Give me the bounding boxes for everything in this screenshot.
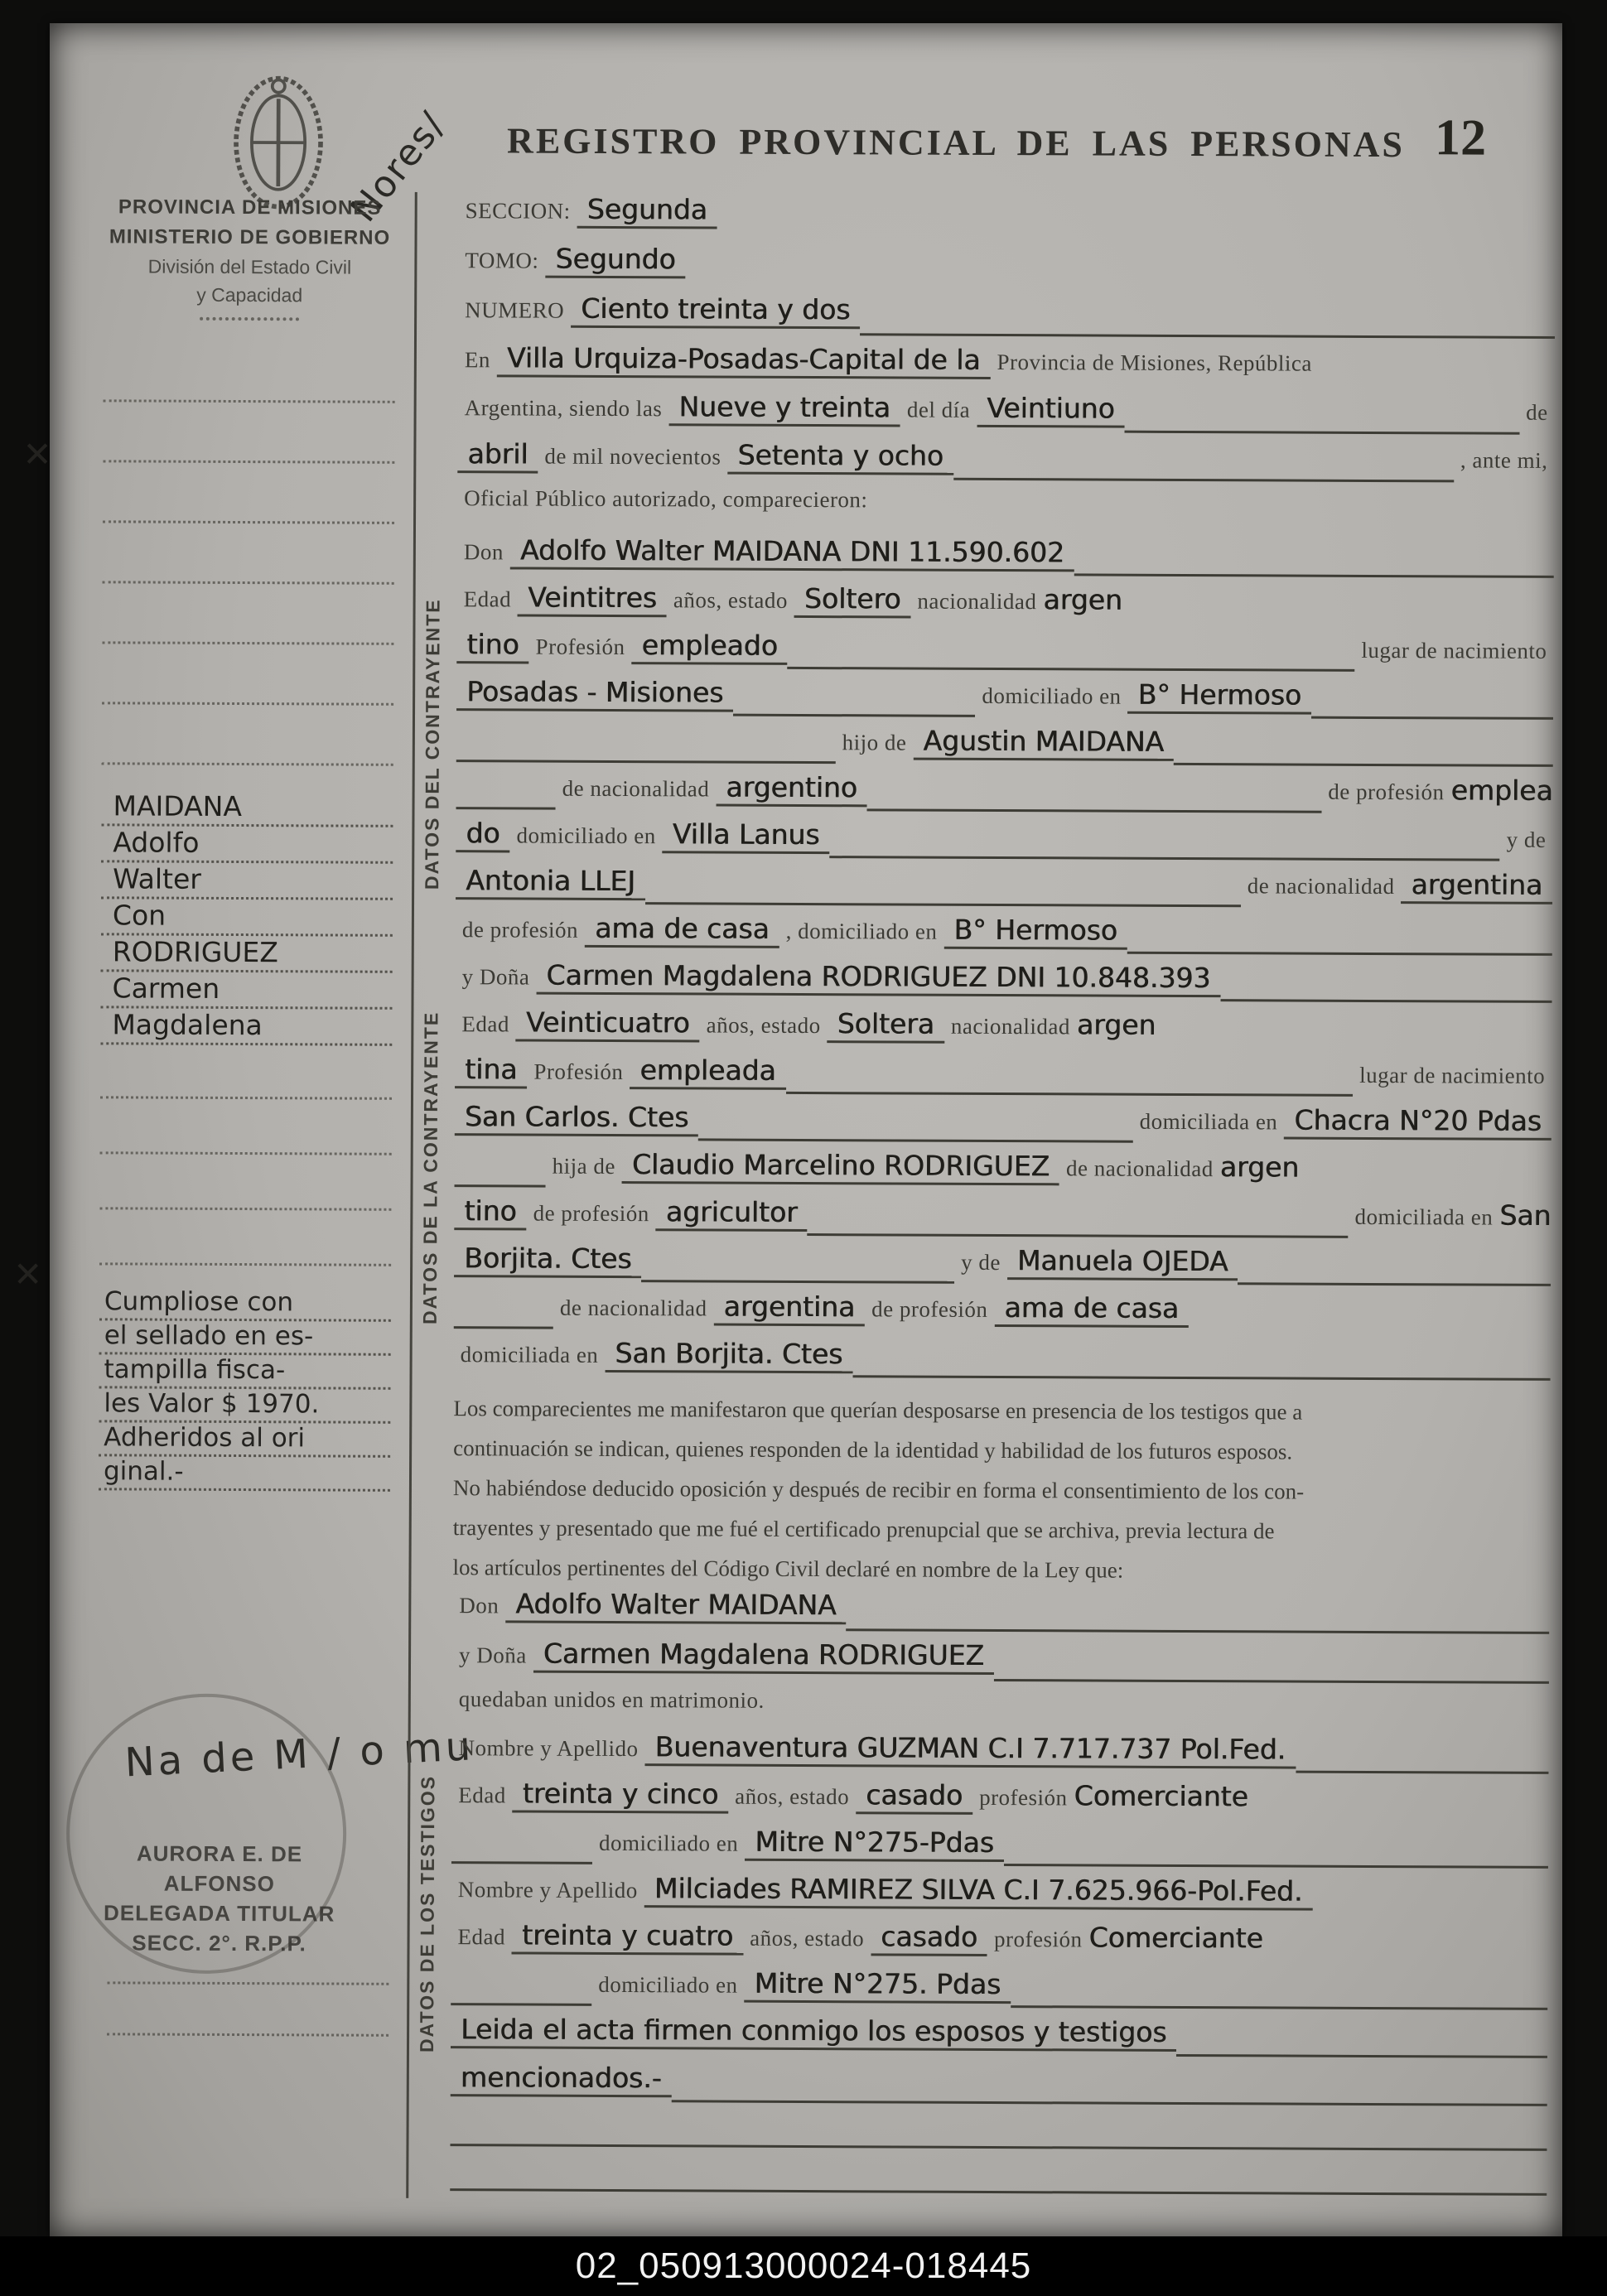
- left-margin-column: [99, 192, 396, 1492]
- mother-domicilio-value: San Borjita. Ctes: [605, 1337, 852, 1373]
- bride-birthplace-row: [413, 1100, 1558, 1152]
- rule: [1238, 1282, 1551, 1286]
- rule: [994, 1679, 1549, 1684]
- rule: [1074, 573, 1554, 578]
- section-label-bride: DATOS DE LA CONTRAYENTE: [418, 1011, 442, 1325]
- intro-line-3: [416, 437, 1561, 490]
- province-name: PROVINCIA DE MISIONES: [118, 195, 382, 219]
- label-en: En: [464, 347, 490, 373]
- margin-index-surname-groom: MAIDANA: [101, 789, 393, 827]
- stamp-duty-note-line: Cumpliose con: [99, 1286, 391, 1322]
- bride-estado-value: Soltera: [828, 1007, 945, 1044]
- bride-nacionalidad-cont: tina: [455, 1053, 527, 1088]
- witness1-name-value: Buenaventura GUZMAN C.I 7.717.737 Pol.Fed.: [644, 1730, 1296, 1768]
- rule: [1296, 1771, 1548, 1774]
- nacionalidad-label: de nacionalidad: [1247, 873, 1395, 900]
- ministry-name: MINISTERIO DE GOBIERNO: [109, 225, 391, 249]
- rule: [454, 1326, 553, 1329]
- printed-text: Oficial Público autorizado, comparecieron:: [464, 485, 868, 513]
- domicilio-label: domiciliada en: [1139, 1108, 1278, 1135]
- rule: [451, 2003, 591, 2006]
- archive-reference-code: 02_050913000024-018445: [575, 2245, 1032, 2286]
- bride-nacionalidad-part: argen: [1076, 1008, 1156, 1041]
- domicilio-label: domiciliado en: [599, 1830, 739, 1856]
- witness1-name-row: [410, 1729, 1555, 1782]
- groom-father-value: Agustin MAIDANA: [913, 725, 1174, 761]
- tomo-label: TOMO:: [465, 248, 539, 273]
- bride-name-row: [413, 958, 1558, 1011]
- empty-rule-row: [408, 2109, 1553, 2159]
- signature-scrawl: Na de M ∕ o mu: [123, 1723, 475, 1787]
- groom-name-row: [416, 533, 1561, 586]
- bride-profession-row: [413, 1053, 1558, 1105]
- witness2-age-value: treinta y cuatro: [512, 1918, 743, 1955]
- empty-rule-row: [408, 2154, 1553, 2203]
- dona-label: y Doña: [461, 964, 530, 990]
- rule: [1311, 716, 1553, 720]
- witness2-domicilio-value: Mitre N°275. Pdas: [744, 1967, 1011, 2004]
- rule: [860, 333, 1555, 339]
- declaration-line: No habiéndose deducido oposición y después de recibir en forma el consentimiento de los con-: [452, 1475, 1305, 1504]
- father-domicilio-cont: Borjita. Ctes: [454, 1242, 642, 1278]
- dotted-line: [100, 1044, 392, 1100]
- year-value: Setenta y ocho: [727, 439, 953, 475]
- witness2-estado-value: casado: [871, 1920, 987, 1956]
- numero-label: NUMERO: [465, 297, 565, 323]
- rule: [733, 714, 975, 717]
- domicilio-label: , domiciliado en: [785, 918, 938, 944]
- margin-index-name: Walter: [101, 862, 393, 900]
- bride-father-row: [413, 1147, 1557, 1199]
- rule: [451, 1861, 592, 1864]
- bride-age-value: Veinticuatro: [516, 1006, 700, 1042]
- estado-label: años, estado: [673, 587, 788, 613]
- profesion-label: de profesión: [871, 1296, 988, 1322]
- hija-de-label: hija de: [552, 1153, 615, 1179]
- father-profesion-part: emplea: [1450, 774, 1553, 807]
- witness1-domicile-row: [410, 1824, 1555, 1876]
- estado-label: años, estado: [735, 1783, 850, 1810]
- rule: [698, 1138, 1132, 1142]
- bride-birthplace-value: San Carlos. Ctes: [455, 1100, 699, 1136]
- tomo-value: Segundo: [545, 243, 685, 279]
- edad-label: Edad: [458, 1782, 506, 1808]
- coat-of-arms-stamp: [229, 70, 329, 212]
- certificate-page: [12, 23, 1562, 2238]
- father-domicilio-value: Villa Lanus: [663, 818, 830, 854]
- declaration-line: trayentes y presentado que me fué el certificado prenupcial que se archiva, previa lectura de: [452, 1515, 1275, 1544]
- month-value: abril: [457, 437, 538, 473]
- declaration-paragraph: [411, 1383, 1556, 1592]
- groom-nacionalidad-cont: tino: [456, 628, 528, 663]
- vow-bride-name: Carmen Magdalena RODRIGUEZ: [533, 1638, 994, 1675]
- witness1-domicilio-value: Mitre N°275-Pdas: [745, 1826, 1004, 1862]
- nacionalidad-label: de nacionalidad: [559, 1295, 707, 1321]
- closing-text: mencionados.-: [451, 2061, 672, 2097]
- witness2-name-row: [410, 1871, 1555, 1923]
- tomo-row: [417, 242, 1561, 297]
- dotted-line: [103, 523, 394, 585]
- groom-mother-row: [414, 864, 1559, 916]
- seccion-value: Segunda: [577, 193, 717, 229]
- witness1-profesion-value: Comerciante: [1074, 1779, 1248, 1813]
- union-statement: quedaban unidos en matrimonio.: [458, 1686, 765, 1713]
- stitch-mark: ✕: [22, 433, 52, 475]
- groom-birthplace-value: Posadas - Misiones: [456, 675, 733, 711]
- witness1-age-row: [410, 1777, 1555, 1829]
- bride-domicilio-value: Chacra N°20 Pdas: [1284, 1104, 1552, 1141]
- rule: [867, 808, 1321, 813]
- printed-text: de: [1526, 399, 1548, 425]
- lugar-label: lugar de nacimiento: [1359, 1062, 1546, 1088]
- profesion-label: de profesión: [461, 917, 579, 943]
- rule: [953, 478, 1454, 483]
- rule: [671, 2100, 1547, 2106]
- scan-caption-bar: [0, 2236, 1607, 2296]
- vow-groom-row: [411, 1587, 1556, 1642]
- time-value: Nueve y treinta: [668, 390, 900, 427]
- edad-label: Edad: [457, 1924, 506, 1950]
- dona-label: y Doña: [459, 1642, 527, 1668]
- profesion-label: profesión: [993, 1927, 1083, 1952]
- rule: [450, 2144, 1547, 2151]
- bride-father-domicile-row: [413, 1242, 1557, 1294]
- numero-value: Ciento treinta y dos: [571, 292, 860, 330]
- groom-profesion-value: empleado: [632, 629, 788, 665]
- form-body: [406, 192, 1562, 2203]
- dotted-line: [104, 343, 395, 403]
- intro-line-4: [416, 485, 1561, 538]
- stamp-official-role: DELEGADA TITULAR: [103, 1900, 335, 1927]
- issuing-authority: [104, 192, 396, 321]
- division-line2: y Capacidad: [196, 283, 303, 306]
- groom-birthplace-row: [415, 675, 1560, 727]
- domicilio-label: domiciliada en: [460, 1342, 599, 1367]
- dotted-line: [107, 1981, 388, 1985]
- witness2-name-value: Milciades RAMIREZ SILVA C.I 7.625.966-Pol.Fed.: [644, 1872, 1313, 1911]
- father-nacionalidad-part: argen: [1219, 1150, 1300, 1184]
- y-de-label: y de: [1506, 827, 1547, 852]
- mother-nacionalidad-value: argentina: [713, 1290, 865, 1327]
- rule: [641, 1280, 954, 1284]
- section-label-witnesses: DATOS DE LOS TESTIGOS: [415, 1774, 439, 2052]
- bride-name-value: Carmen Magdalena RODRIGUEZ DNI 10.848.393: [536, 959, 1220, 998]
- printed-text: Argentina, siendo las: [464, 395, 663, 422]
- division-line1: División del Estado Civil: [147, 255, 352, 278]
- mother-profesion-value: ama de casa: [994, 1291, 1189, 1328]
- groom-nacionalidad-part: argen: [1043, 583, 1122, 616]
- don-label: Don: [459, 1593, 499, 1618]
- margin-index-con: Con: [101, 899, 393, 937]
- witness2-age-row: [409, 1918, 1554, 1970]
- profesion-label: profesión: [979, 1784, 1068, 1811]
- groom-name-value: Adolfo Walter MAIDANA DNI 11.590.602: [510, 533, 1074, 572]
- rule: [450, 2188, 1547, 2196]
- rule: [455, 1184, 546, 1187]
- father-domicilio-part: San: [1499, 1199, 1552, 1232]
- lugar-label: lugar de nacimiento: [1361, 637, 1547, 663]
- vow-bride-row: [411, 1637, 1556, 1691]
- dotted-line: [99, 1209, 391, 1266]
- stamp-office: SECC. 2°. R.P.P.: [132, 1930, 306, 1956]
- official-stamp-text: [82, 1838, 356, 1958]
- father-nacionalidad-cont: tino: [454, 1194, 526, 1230]
- rule: [456, 807, 556, 810]
- page-number: 12: [1434, 109, 1487, 166]
- father-nacionalidad-value: argentino: [716, 771, 867, 808]
- rule: [788, 667, 1355, 672]
- rule: [846, 1628, 1549, 1634]
- day-value: Veintiuno: [977, 392, 1125, 428]
- rule: [1176, 2054, 1547, 2058]
- rule: [808, 1233, 1349, 1238]
- dotted-line: [102, 583, 393, 645]
- document-title: REGISTRO PROVINCIAL DE LAS PERSONAS: [506, 120, 1406, 166]
- dotted-line: [103, 462, 394, 524]
- groom-age-value: Veintitres: [518, 581, 667, 617]
- groom-father-domicile-row: [414, 817, 1559, 869]
- bride-age-row: [413, 1006, 1558, 1058]
- domicilio-label: domiciliado en: [982, 683, 1122, 709]
- declaration-line: los artículos pertinentes del Código Civil declaré en nombre de la Ley que:: [452, 1555, 1124, 1583]
- printed-text: del día: [906, 397, 971, 422]
- dotted-line: [107, 2033, 388, 2036]
- dotted-line: [103, 402, 394, 464]
- rule: [852, 1375, 1550, 1381]
- groom-mother-profession-row: [414, 911, 1559, 963]
- rule: [1011, 2005, 1547, 2010]
- bride-mother-domicile-row: [412, 1336, 1556, 1388]
- profesion-label: Profesión: [533, 1059, 624, 1085]
- bride-father-value: Claudio Marcelino RODRIGUEZ: [622, 1148, 1059, 1185]
- edad-label: Edad: [463, 586, 512, 612]
- nombre-apellido-label: Nombre y Apellido: [457, 1877, 638, 1903]
- rule: [1125, 431, 1519, 435]
- groom-mother-value: Antonia LLEJ: [456, 864, 645, 900]
- stitch-mark: ✕: [12, 1253, 43, 1295]
- witness2-profesion-value: Comerciante: [1088, 1921, 1263, 1955]
- printed-text: de mil novecientos: [544, 443, 721, 470]
- rule: [456, 760, 836, 764]
- nombre-apellido-label: Nombre y Apellido: [458, 1735, 639, 1762]
- groom-age-row: [415, 581, 1560, 633]
- stamp-duty-note-line: les Valor $ 1970.: [99, 1388, 390, 1424]
- profesion-label: de profesión: [1328, 779, 1445, 805]
- divider: [200, 317, 299, 321]
- rule: [1004, 1864, 1548, 1869]
- margin-index-name: Magdalena: [100, 1008, 392, 1046]
- estado-label: años, estado: [706, 1012, 821, 1039]
- profesion-label: Profesión: [535, 634, 625, 660]
- witness1-estado-value: casado: [856, 1778, 972, 1815]
- nacionalidad-label: nacionalidad: [950, 1013, 1070, 1039]
- union-statement-row: [411, 1686, 1556, 1734]
- margin-index-name: Carmen: [100, 972, 392, 1010]
- margin-index-name: Adolfo: [101, 826, 393, 864]
- numero-row: [417, 292, 1561, 346]
- rule: [829, 856, 1499, 861]
- estado-label: años, estado: [750, 1925, 865, 1951]
- section-label-groom: DATOS DEL CONTRAYENTE: [421, 598, 444, 890]
- groom-profession-row: [415, 628, 1560, 680]
- handwritten-margin-annotation: Nores/: [342, 104, 455, 230]
- bride-mother-nationality-row: [413, 1289, 1557, 1341]
- rule: [1127, 952, 1552, 956]
- groom-domicilio-value: B° Hermoso: [1128, 678, 1312, 715]
- mother-profesion-value: ama de casa: [585, 912, 779, 948]
- y-de-label: y de: [961, 1249, 1001, 1276]
- witness1-age-value: treinta y cinco: [513, 1777, 729, 1813]
- domicilio-label: domiciliado en: [598, 1971, 738, 1998]
- nacionalidad-label: de nacionalidad: [562, 775, 710, 802]
- rule: [645, 902, 1241, 907]
- declaration-line: Los comparecientes me manifestaron que querían desposarse en presencia de los testigos que a: [453, 1396, 1303, 1425]
- stamp-official-name: AURORA E. DE ALFONSO: [136, 1840, 303, 1897]
- bride-profesion-value: empleada: [630, 1054, 785, 1090]
- rule: [1174, 763, 1553, 767]
- intro-line-2: [416, 389, 1561, 442]
- printed-text: , ante mi,: [1460, 447, 1548, 473]
- closing-line-2: [409, 2061, 1554, 2114]
- stamp-duty-note-line: tampilla fisca-: [99, 1354, 390, 1390]
- don-label: Don: [463, 539, 504, 565]
- nacionalidad-label: nacionalidad: [917, 588, 1037, 615]
- groom-father-row: [415, 722, 1560, 774]
- declaration-line: continuación se indican, quienes responden de la identidad y habilidad de los futuros esposos.: [453, 1435, 1293, 1464]
- vow-groom-name: Adolfo Walter MAIDANA: [505, 1587, 846, 1624]
- groom-estado-value: Soltero: [794, 582, 911, 619]
- bride-father-profession-row: [413, 1194, 1557, 1247]
- father-profesion-value: agricultor: [656, 1195, 808, 1232]
- dotted-line: [100, 1098, 392, 1155]
- edad-label: Edad: [461, 1011, 509, 1037]
- mother-nacionalidad-value: argentina: [1401, 868, 1552, 904]
- closing-text: Leida el acta firmen conmigo los esposos y testigos: [451, 2013, 1177, 2052]
- stamp-duty-note-line: Adheridos al ori: [99, 1422, 390, 1458]
- nacionalidad-label: de nacionalidad: [1066, 1155, 1214, 1182]
- groom-father-nationality-row: [414, 769, 1559, 822]
- margin-index-surname-bride: RODRIGUEZ: [101, 935, 393, 973]
- domicilio-label: domiciliado en: [516, 822, 656, 849]
- bride-mother-value: Manuela OJEDA: [1007, 1244, 1238, 1281]
- stamp-duty-note-line: ginal.-: [99, 1456, 390, 1492]
- father-profesion-cont: do: [456, 817, 509, 852]
- rule: [1220, 999, 1552, 1003]
- mother-domicilio-value: B° Hermoso: [943, 914, 1127, 950]
- profesion-label: de profesión: [533, 1200, 649, 1227]
- witness2-domicile-row: [409, 1966, 1554, 2018]
- seccion-row: [417, 192, 1562, 247]
- hijo-de-label: hijo de: [842, 730, 907, 755]
- rule: [786, 1092, 1354, 1097]
- place-value: Villa Urquiza-Posadas-Capital de la: [497, 341, 991, 379]
- dotted-line: [99, 1154, 391, 1211]
- dotted-line: [102, 644, 393, 706]
- printed-text: Provincia de Misiones, República: [997, 349, 1313, 376]
- closing-line-1: [409, 2013, 1554, 2066]
- domicilio-label: domiciliada en: [1354, 1203, 1494, 1230]
- stamp-duty-note-line: el sellado en es-: [99, 1320, 391, 1356]
- intro-line-1: [417, 341, 1561, 394]
- seccion-label: SECCION:: [465, 198, 571, 224]
- dotted-line: [102, 704, 393, 766]
